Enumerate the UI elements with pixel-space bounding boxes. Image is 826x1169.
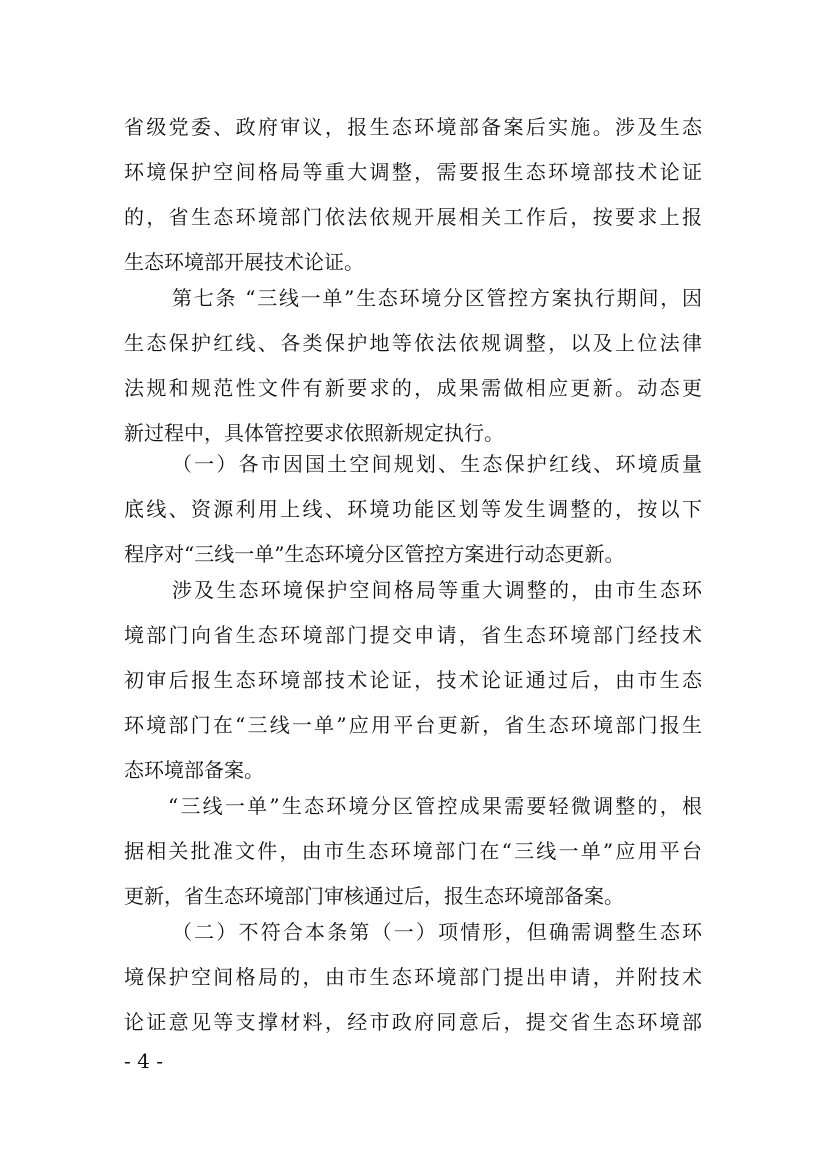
text-line: 涉及生态环境保护空间格局等重大调整的，由市生态环 <box>172 578 702 602</box>
text-line: 底线、资源利用上线、环境功能区划等发生调整的，按以下 <box>124 497 702 521</box>
text-line: 境保护空间格局的，由市生态环境部门提出申请，并附技术 <box>124 965 702 989</box>
text-line: 生态保护红线、各类保护地等依法依规调整，以及上位法律 <box>124 331 702 355</box>
text-line: （二）不符合本条第（一）项情形，但确需调整生态环 <box>172 920 702 944</box>
page-number: - 4 - <box>124 1049 163 1073</box>
text-line: 更新，省生态环境部门审核通过后，报生态环境部备案。 <box>124 884 624 908</box>
text-line: 程序对“三线一单”生态环境分区管控方案进行动态更新。 <box>124 542 625 566</box>
text-line: 初审后报生态环境部技术论证，技术论证通过后，由市生态 <box>124 668 702 692</box>
text-line: “三线一单”生态环境分区管控成果需要轻微调整的，根 <box>168 794 702 818</box>
text-line: （一）各市因国土空间规划、生态保护红线、环境质量 <box>172 452 702 476</box>
text-line: 的，省生态环境部门依法依规开展相关工作后，按要求上报 <box>124 205 702 229</box>
text-line: 新过程中，具体管控要求依照新规定执行。 <box>124 421 504 445</box>
article-heading-line: 第七条 “三线一单”生态环境分区管控方案执行期间，因 <box>172 286 702 310</box>
text-line: 省级党委、政府审议，报生态环境部备案后实施。涉及生态 <box>124 115 702 139</box>
text-line: 生态环境部开展技术论证。 <box>124 250 364 274</box>
text-line: 环境部门在“三线一单”应用平台更新，省生态环境部门报生 <box>124 713 702 737</box>
text-line: 法规和规范性文件有新要求的，成果需做相应更新。动态更 <box>124 376 702 400</box>
text-line: 态环境部备案。 <box>124 758 264 782</box>
text-line: 论证意见等支撑材料，经市政府同意后，提交省生态环境部 <box>124 1010 702 1034</box>
text-line: 境部门向省生态环境部门提交申请，省生态环境部门经技术 <box>124 623 702 647</box>
text-line: 环境保护空间格局等重大调整，需要报生态环境部技术论证 <box>124 160 702 184</box>
text-line: 据相关批准文件，由市生态环境部门在“三线一单”应用平台 <box>124 839 702 863</box>
